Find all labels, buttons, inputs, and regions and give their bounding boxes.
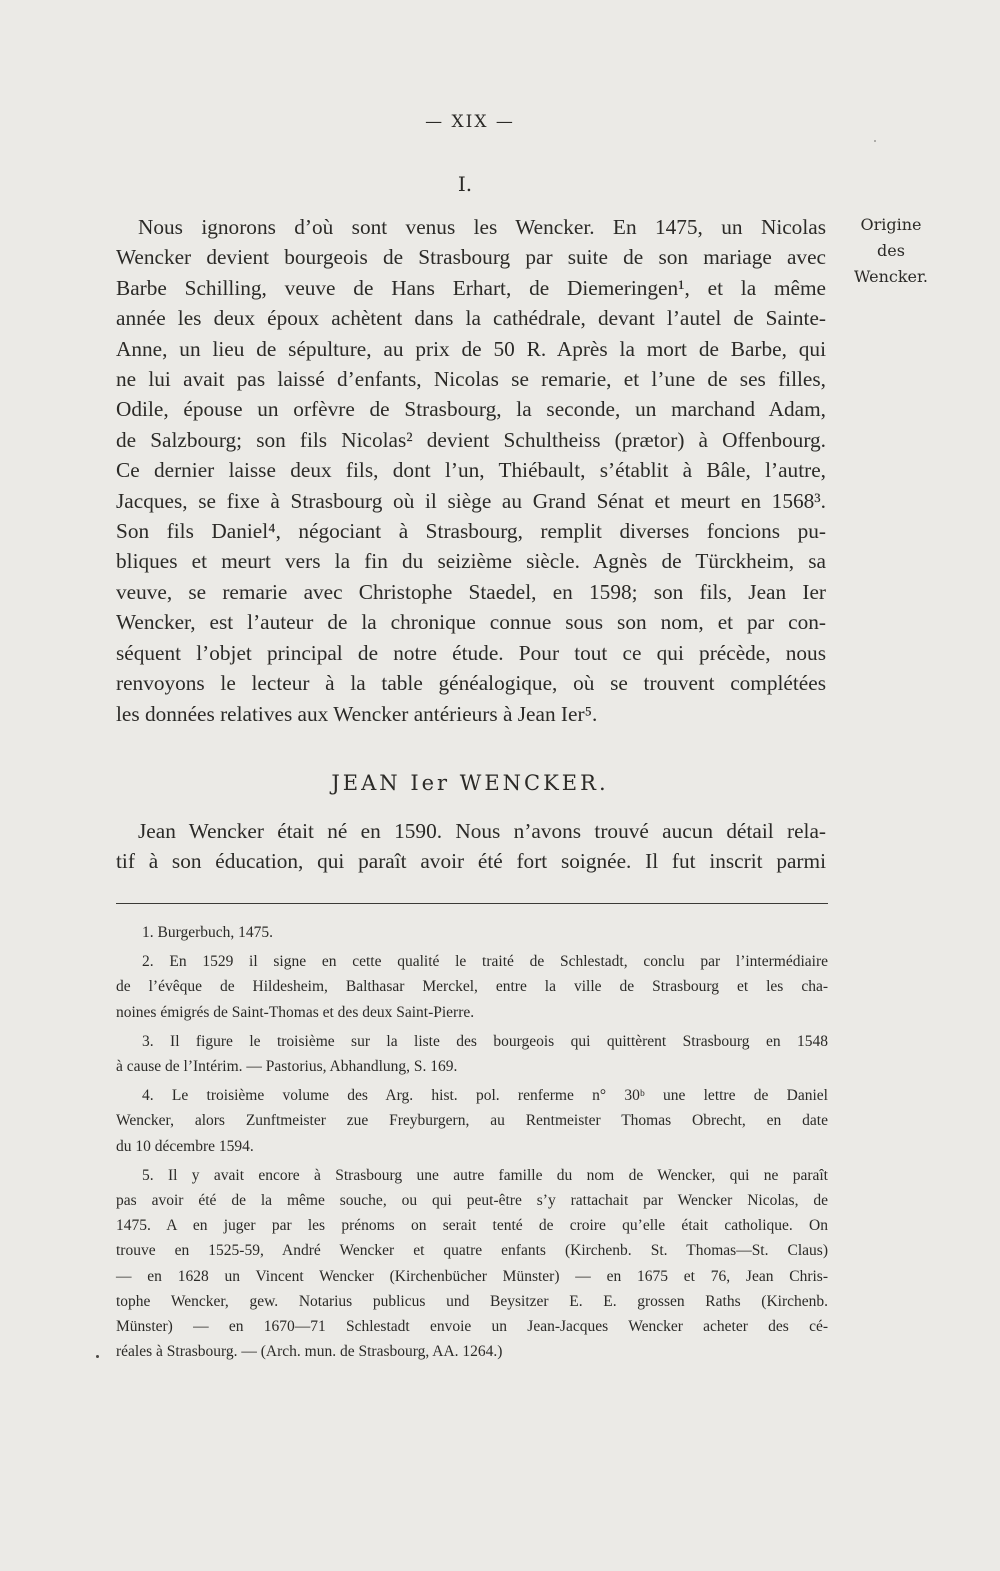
margin-note-line: Wencker.: [853, 267, 928, 286]
footnote-line: trouve en 1525-59, André Wencker et quatre enfants (Kirchenb. St. Thomas—St. Claus): [116, 1242, 828, 1260]
text-line: Odile, épouse un orfèvre de Strasbourg, la seconde, un marchand Adam,: [116, 397, 826, 422]
footnote-line: pas avoir été de la même souche, ou qui peut-être s’y rattachait par Wencker Nicolas, de: [116, 1192, 828, 1210]
footnote-divider: [116, 903, 828, 904]
footnote-line: réales à Strasbourg. — (Arch. mun. de Strasbourg, AA. 1264.): [116, 1343, 503, 1361]
footnote-line: tophe Wencker, gew. Notarius publicus und Beysitzer E. E. grossen Raths (Kirchenb.: [116, 1292, 828, 1310]
footnote-line: 1475. A en juger par les prénoms on serait tenté de croire qu’elle était catholique. On: [116, 1217, 828, 1235]
text-line: Ce dernier laisse deux fils, dont l’un, Thiébault, s’établit à Bâle, l’autre,: [116, 458, 826, 483]
margin-note-line: des: [877, 241, 905, 260]
paragraph-origins: [116, 212, 826, 729]
footnote-line: — en 1628 un Vincent Wencker (Kirchenbücher Münster) — en 1675 et 76, Jean Chris-: [116, 1267, 828, 1285]
footnote-line: à cause de l’Intérim. — Pastorius, Abhandlung, S. 169.: [116, 1058, 458, 1076]
text-line: Wencker devient bourgeois de Strasbourg par suite de son mariage avec: [116, 245, 826, 270]
footnote-2: [116, 949, 828, 1025]
text-line: renvoyons le lecteur à la table généalogique, où se trouvent complétées: [116, 671, 826, 696]
footnote-line: Wencker, alors Zunftmeister zue Freyburgern, au Rentmeister Thomas Obrecht, en date: [116, 1112, 828, 1130]
text-line: Anne, un lieu de sépulture, au prix de 50 R. Après la mort de Barbe, qui: [116, 336, 826, 361]
paragraph-jean: [116, 816, 826, 877]
text-line: Jacques, se fixe à Strasbourg où il siège au Grand Sénat et meurt en 1568³.: [116, 488, 826, 513]
text-line: tif à son éducation, qui paraît avoir été fort soignée. Il fut inscrit parmi: [116, 849, 826, 874]
text-line: année les deux époux achètent dans la cathédrale, devant l’autel de Sainte-: [116, 306, 826, 331]
section-number: I.: [457, 172, 473, 196]
footnote-line: noines émigrés de Saint-Thomas et des deux Saint-Pierre.: [116, 1003, 475, 1021]
text-line: Jean Wencker était né en 1590. Nous n’avons trouvé aucun détail rela-: [138, 819, 826, 843]
footnote-line: 5. Il y avait encore à Strasbourg une autre famille du nom de Wencker, qui ne paraît: [142, 1166, 828, 1184]
text-line: les données relatives aux Wencker antérieurs à Jean Ier⁵.: [116, 701, 598, 726]
ink-speck: [874, 140, 876, 142]
footnote-line: de l’évêque de Hildesheim, Balthasar Merckel, entre la ville de Strasbourg et les cha-: [116, 978, 828, 996]
footnote-line: 1. Burgerbuch, 1475.: [142, 924, 274, 941]
text-line: Son fils Daniel⁴, négociant à Strasbourg, remplit diverses foncions pu-: [116, 519, 826, 544]
margin-note-line: Origine: [860, 215, 922, 234]
text-line: Wencker, est l’auteur de la chronique connue sous son nom, et par con-: [116, 610, 826, 635]
margin-note: [846, 212, 936, 290]
footnote-1: [116, 920, 828, 945]
footnote-line: 2. En 1529 il signe en cette qualité le traité de Schlestadt, conclu par l’intermédiaire: [142, 953, 828, 971]
footnote-4: [116, 1083, 828, 1159]
footnote-3: [116, 1029, 828, 1079]
text-line: de Salzbourg; son fils Nicolas² devient Schultheiss (prætor) à Offenbourg.: [116, 427, 826, 452]
footnote-line: 3. Il figure le troisième sur la liste des bourgeois qui quittèrent Strasbourg en 1548: [142, 1032, 828, 1050]
text-line: ne lui avait pas laissé d’enfants, Nicolas se remarie, et l’une de ses filles,: [116, 367, 826, 392]
chapter-heading: JEAN Ier WENCKER.: [331, 771, 609, 795]
text-line: séquent l’objet principal de notre étude. Pour tout ce qui précède, nous: [116, 640, 826, 665]
text-line: veuve, se remarie avec Christophe Staedel, en 1598; son fils, Jean Ier: [116, 579, 826, 604]
footnote-line: Münster) — en 1670—71 Schlestadt envoie un Jean-Jacques Wencker acheter des cé-: [116, 1318, 828, 1336]
footnotes: [116, 920, 828, 1368]
page-number: — XIX —: [425, 112, 515, 132]
footnote-line: 4. Le troisième volume des Arg. hist. pol. renferme n° 30ᵇ une lettre de Daniel: [142, 1087, 828, 1105]
text-line: Nous ignorons d’où sont venus les Wencker. En 1475, un Nicolas: [138, 215, 826, 239]
ink-speck: [96, 1355, 99, 1358]
text-line: Barbe Schilling, veuve de Hans Erhart, de Diemeringen¹, et la même: [116, 275, 826, 300]
footnote-5: [116, 1163, 828, 1365]
footnote-line: du 10 décembre 1594.: [116, 1137, 254, 1155]
text-line: bliques et meurt vers la fin du seizième siècle. Agnès de Türckheim, sa: [116, 549, 826, 574]
